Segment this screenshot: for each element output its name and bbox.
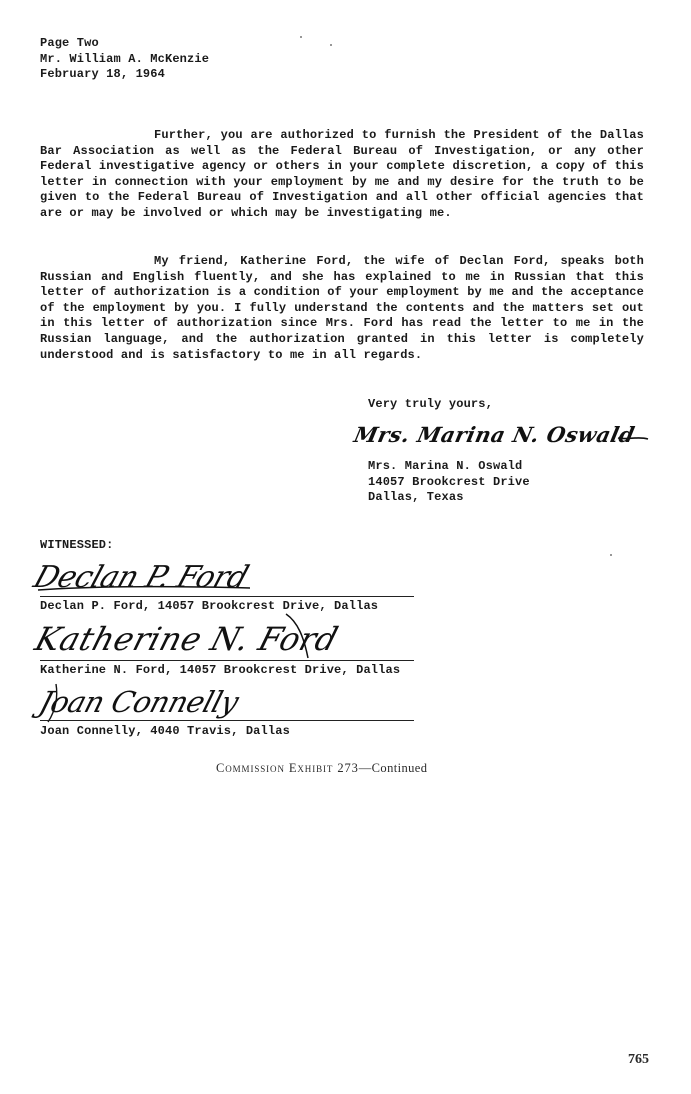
scan-speck	[330, 44, 332, 46]
paragraph-1	[40, 128, 644, 222]
svg-text:Katherine N. Ford: Katherine N. Ford	[30, 620, 343, 658]
svg-text:Joan Connelly: Joan Connelly	[35, 685, 243, 719]
closing-salutation: Very truly yours,	[368, 397, 493, 411]
witnessed-label: WITNESSED:	[40, 538, 114, 552]
witness-1-signature	[29, 556, 266, 596]
signer-street: 14057 Brookcrest Drive	[368, 474, 530, 489]
exhibit-caption	[216, 761, 427, 776]
witness-3-line	[40, 720, 414, 721]
scan-speck	[300, 36, 302, 38]
exhibit-caption-label: Commission Exhibit 273	[216, 761, 359, 775]
letter-header	[40, 36, 209, 83]
witness-1-line	[40, 596, 414, 597]
witness-2-line	[40, 660, 414, 661]
svg-text:Mrs. Marina N. Oswald: Mrs. Marina N. Oswald	[351, 423, 637, 448]
witness-2-text: Katherine N. Ford, 14057 Brookcrest Drive, Dallas	[40, 663, 401, 677]
paragraph-2-text: My friend, Katherine Ford, the wife of Declan Ford, speaks both Russian and English fluently, and she has explained to me in Russian that this letter of authorization is a condition of your employment by me and the acceptance of the employment by you. I fully understand the contents and the matters set out in this letter of authorization since Mrs. Ford has read the letter to me in the Russian language, and the authorization granted in this letter is completely understood and is satisfactory to me in all regards.	[40, 254, 644, 362]
svg-text:Declan P. Ford: Declan P. Ford	[29, 559, 253, 595]
witness-1-text: Declan P. Ford, 14057 Brookcrest Drive, Dallas	[40, 599, 379, 613]
scan-speck	[610, 554, 612, 556]
signer-block	[368, 459, 530, 506]
paragraph-1-text: Further, you are authorized to furnish the President of the Dallas Bar Association as well as the Federal Bureau of Investigation, or any other Federal investigative agency or others in your complete discretion, a copy of this letter in connection with your employment by me and my desire for the truth to be given to the Federal Bureau of Investigation and all other official agencies that are or may be involved or which may be investigating me.	[40, 128, 644, 220]
page-label: Page Two	[40, 36, 99, 50]
witness-3-text: Joan Connelly, 4040 Travis, Dallas	[40, 724, 290, 738]
witness-3-signature	[36, 676, 276, 724]
exhibit-caption-suffix: —Continued	[358, 761, 428, 775]
paragraph-2	[40, 254, 644, 363]
signer-name: Mrs. Marina N. Oswald	[368, 459, 523, 473]
page-number: 765	[628, 1052, 649, 1067]
letter-date: February 18, 1964	[40, 67, 165, 82]
addressee: Mr. William A. McKenzie	[40, 51, 210, 66]
witness-2-signature	[30, 612, 356, 660]
signer-city: Dallas, Texas	[368, 490, 464, 505]
signer-signature	[351, 418, 656, 452]
